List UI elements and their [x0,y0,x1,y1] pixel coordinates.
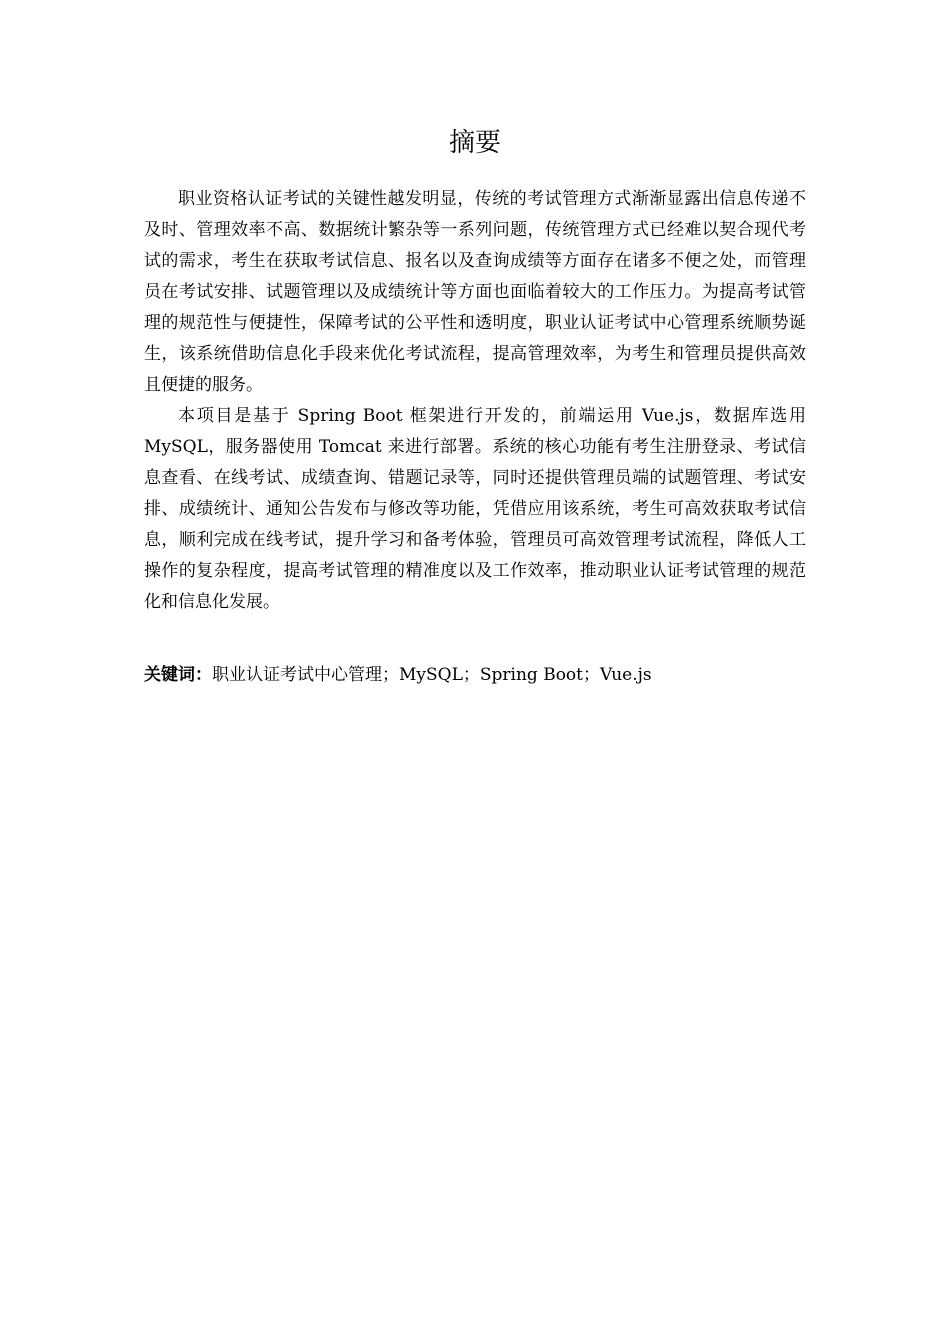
abstract-paragraph-2: 本项目是基于 Spring Boot 框架进行开发的，前端运用 Vue.js，数据库选用 MySQL，服务器使用 Tomcat 来进行部署。系统的核心功能有考生注册登录、考试信息查看、在线考试、成绩查询、错题记录等，同时还提供管理员端的试题管理、考试安排、成绩统计、通知公告发布与修改等功能，凭借应用该系统，考生可高效获取考试信息，顺利完成在线考试，提升学习和备考体验，管理员可高效管理考试流程，降低人工操作的复杂程度，提高考试管理的精准度以及工作效率，推动职业认证考试管理的规范化和信息化发展。 [144,406,806,612]
keywords-text: 职业认证考试中心管理；MySQL；Spring Boot；Vue.js [212,665,652,685]
page-title: 摘要 [448,128,501,158]
keywords-label: 关键词： [144,665,212,685]
keywords-line [144,660,806,691]
abstract-paragraph-1: 职业资格认证考试的关键性越发明显，传统的考试管理方式渐渐显露出信息传递不及时、管理效率不高、数据统计繁杂等一系列问题，传统管理方式已经难以契合现代考试的需求，考生在获取考试信息、报名以及查询成绩等方面存在诸多不便之处，而管理员在考试安排、试题管理以及成绩统计等方面也面临着较大的工作压力。为提高考试管理的规范性与便捷性，保障考试的公平性和透明度，职业认证考试中心管理系统顺势诞生，该系统借助信息化手段来优化考试流程，提高管理效率，为考生和管理员提供高效且便捷的服务。 [144,189,806,395]
abstract-body [144,184,806,618]
